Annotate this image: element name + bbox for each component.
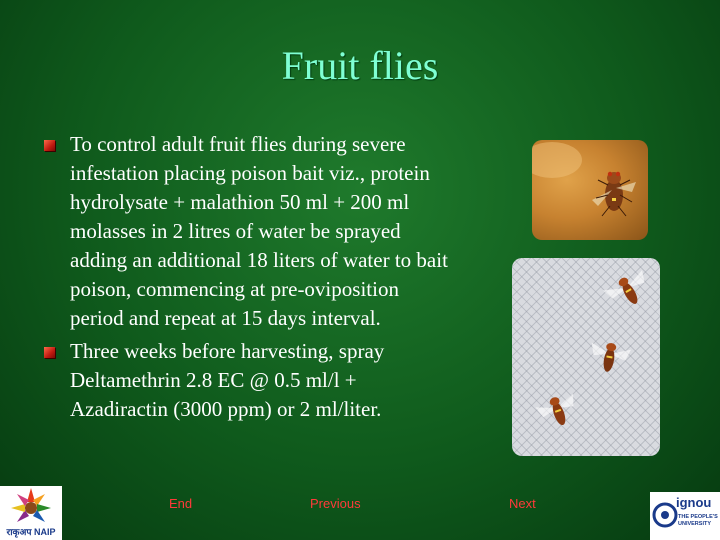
previous-button[interactable]: Previous: [310, 496, 361, 511]
bullet-item: [42, 130, 452, 333]
bullet-item: [42, 337, 452, 424]
bullet-text: Three weeks before harvesting, spray Deltamethrin 2.8 EC @ 0.5 ml/l + Azadiractin (3000 ppm) or 2 ml/liter.: [70, 339, 385, 421]
fruit-fly-icon: [532, 140, 648, 240]
ignou-subtitle-text: THE PEOPLE'S UNIVERSITY: [678, 514, 718, 527]
ignou-emblem-icon: [652, 500, 678, 530]
fruit-flies-on-mesh-image: [512, 258, 660, 456]
ignou-brand-text: ignou: [676, 495, 712, 510]
bullet-marker-icon: [44, 347, 55, 358]
naip-logo: [0, 486, 62, 540]
bullet-marker-icon: [44, 140, 55, 151]
ignou-logo: [650, 492, 720, 540]
fruit-flies-icon: [512, 258, 660, 456]
end-button[interactable]: End: [169, 496, 193, 511]
bullet-text: To control adult fruit flies during severe infestation placing poison bait viz., protein hydrolysate + malathion 50 ml + 200 ml molasses in 2 litres of water be sprayed adding an additional 18 liters of water to bait poison, commencing at pre-oviposition period and repeat at 15 days interval.: [70, 132, 448, 330]
naip-emblem-icon: [0, 486, 62, 528]
page-title: Fruit flies: [281, 43, 439, 88]
bullet-list: [42, 130, 452, 428]
naip-logo-text: राकृअप NAIP: [6, 527, 56, 537]
fruit-fly-on-fruit-image: [532, 140, 648, 240]
next-button[interactable]: Next: [509, 496, 536, 511]
